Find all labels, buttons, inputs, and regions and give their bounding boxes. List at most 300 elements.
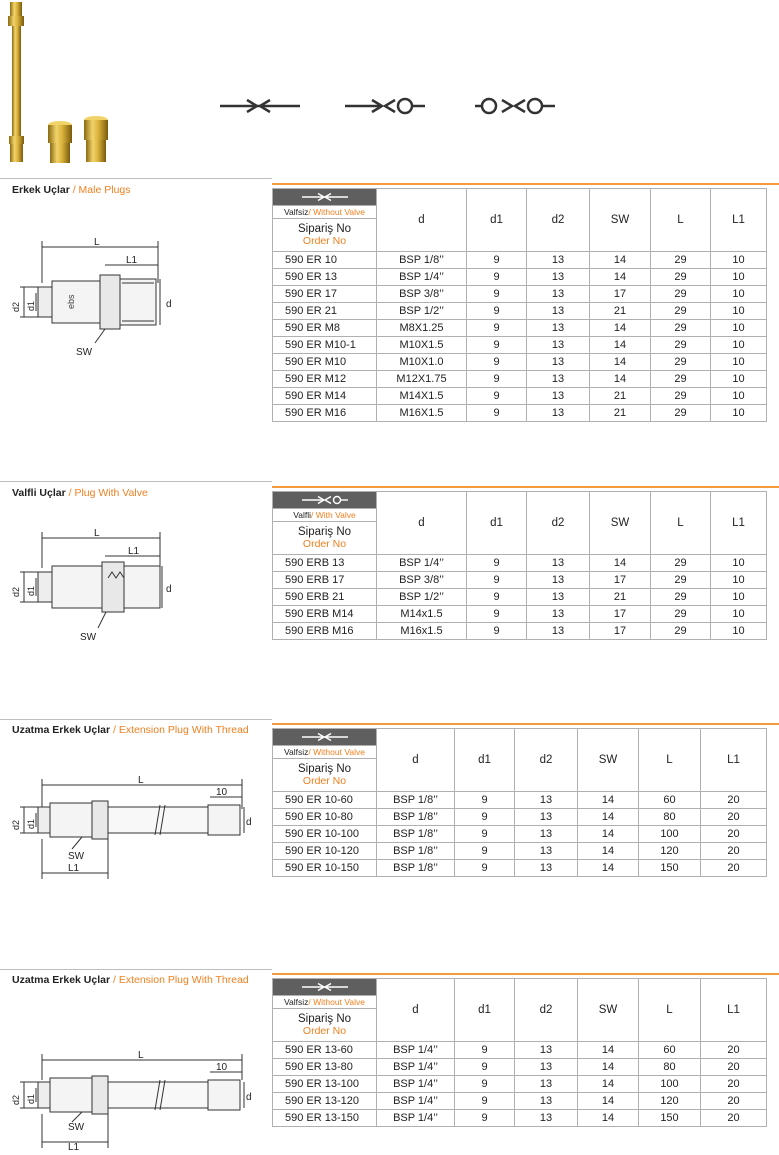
table-row: [273, 1042, 767, 1059]
header-valve-type: Valfli/ With Valve: [273, 509, 377, 522]
section-title-tr: Uzatma Erkek Uçlar: [12, 974, 111, 986]
order-code-cell: 590 ERB 21: [273, 589, 377, 606]
spec-cell: BSP 1/8’’: [377, 826, 455, 843]
spec-cell: 20: [701, 1042, 767, 1059]
spec-cell: 10: [711, 572, 767, 589]
header-d1: d1: [467, 189, 527, 252]
dim-L: L: [94, 528, 100, 539]
spec-cell: BSP 1/4’’: [377, 1076, 455, 1093]
spec-cell: 29: [651, 623, 711, 640]
header-sw: SW: [590, 492, 651, 555]
header-l1: L1: [701, 979, 767, 1042]
spec-cell: 9: [455, 860, 515, 877]
spec-cell: 9: [467, 269, 527, 286]
spec-cell: 9: [467, 589, 527, 606]
spec-cell: 29: [651, 589, 711, 606]
spec-cell: BSP 1/4’’: [377, 1093, 455, 1110]
header-d1: d1: [467, 492, 527, 555]
section-accent-line: [272, 973, 779, 975]
order-code-cell: 590 ER 10-100: [273, 826, 377, 843]
order-code-cell: 590 ERB M16: [273, 623, 377, 640]
dim-d: d: [246, 1092, 252, 1103]
spec-cell: 10: [711, 388, 767, 405]
table-row: [273, 371, 767, 388]
order-code-cell: 590 ER 13-100: [273, 1076, 377, 1093]
spec-cell: 10: [711, 337, 767, 354]
spec-cell: 29: [651, 606, 711, 623]
spec-cell: BSP 1/4’’: [377, 1059, 455, 1076]
order-code-cell: 590 ER M10-1: [273, 337, 377, 354]
valve-plug-drawing: [10, 528, 170, 648]
spec-cell: BSP 1/2’’: [377, 303, 467, 320]
spec-cell: BSP 1/4’’: [377, 1042, 455, 1059]
table-row: [273, 1059, 767, 1076]
short-plug-photo-2: [84, 116, 108, 162]
spec-cell: 100: [639, 826, 701, 843]
spec-cell: 10: [711, 269, 767, 286]
section-title-tr: Erkek Uçlar: [12, 184, 70, 196]
section-title: [12, 184, 131, 196]
spec-cell: 20: [701, 1093, 767, 1110]
header-order-no: Sipariş No Order No: [273, 759, 377, 792]
header-order-no: Sipariş No Order No: [273, 1009, 377, 1042]
spec-cell: 13: [527, 606, 590, 623]
spec-table-extension-plugs-13: [272, 978, 767, 1127]
spec-cell: BSP 3/8’’: [377, 572, 467, 589]
spec-cell: 13: [527, 320, 590, 337]
spec-cell: M8X1.25: [377, 320, 467, 337]
order-code-cell: 590 ER M10: [273, 354, 377, 371]
header-d: d: [377, 979, 455, 1042]
coupling-valve-plug-symbol: [345, 99, 425, 113]
order-code-cell: 590 ER 13-120: [273, 1093, 377, 1110]
dim-SW: SW: [68, 1122, 85, 1133]
spec-cell: M16x1.5: [377, 623, 467, 640]
order-code-cell: 590 ER 13-60: [273, 1042, 377, 1059]
section-title: [12, 974, 249, 986]
spec-cell: 9: [467, 405, 527, 422]
spec-cell: 13: [515, 792, 578, 809]
header-l: L: [651, 492, 711, 555]
table-row: [273, 809, 767, 826]
spec-cell: 13: [527, 371, 590, 388]
section-title-en: / Plug With Valve: [68, 487, 148, 499]
order-code-cell: 590 ER M12: [273, 371, 377, 388]
order-code-cell: 590 ERB 17: [273, 572, 377, 589]
spec-cell: 14: [590, 269, 651, 286]
spec-cell: 10: [711, 354, 767, 371]
spec-cell: 80: [639, 1059, 701, 1076]
spec-cell: 17: [590, 572, 651, 589]
header-d: d: [377, 189, 467, 252]
dim-SW: SW: [76, 347, 93, 358]
double-valve-coupling-symbol: [475, 99, 555, 113]
order-code-cell: 590 ER 10-120: [273, 843, 377, 860]
short-plug-photo-1: [48, 121, 72, 163]
section-accent-line: [272, 723, 779, 725]
spec-cell: 20: [701, 809, 767, 826]
spec-cell: 13: [527, 354, 590, 371]
section-title-en: / Extension Plug With Thread: [112, 974, 249, 986]
section-divider: [0, 178, 272, 179]
dim-L1: L1: [68, 863, 80, 874]
spec-cell: 9: [467, 320, 527, 337]
spec-cell: 60: [639, 1042, 701, 1059]
header-sw: SW: [578, 979, 639, 1042]
spec-cell: 10: [711, 303, 767, 320]
header-d1: d1: [455, 979, 515, 1042]
table-row: [273, 1110, 767, 1127]
spec-cell: 9: [467, 572, 527, 589]
spec-cell: 13: [515, 1076, 578, 1093]
extension-plug-drawing: [10, 1052, 250, 1152]
header-d2: d2: [515, 979, 578, 1042]
spec-cell: 9: [455, 809, 515, 826]
header-l1: L1: [711, 492, 767, 555]
spec-cell: 14: [590, 354, 651, 371]
spec-table-extension-plugs-10: [272, 728, 767, 877]
spec-cell: 20: [701, 843, 767, 860]
section-title-tr: Uzatma Erkek Uçlar: [12, 724, 111, 736]
header-coupling-symbol: [273, 189, 377, 206]
spec-cell: 13: [527, 572, 590, 589]
spec-cell: 9: [467, 337, 527, 354]
spec-cell: 29: [651, 388, 711, 405]
dim-L: L: [94, 237, 100, 248]
section-title-en: / Extension Plug With Thread: [112, 724, 249, 736]
coupling-plug-icon: [300, 982, 350, 992]
order-code-cell: 590 ER 13-80: [273, 1059, 377, 1076]
header-l: L: [639, 979, 701, 1042]
spec-cell: 9: [455, 792, 515, 809]
spec-cell: 14: [578, 826, 639, 843]
spec-cell: 9: [467, 371, 527, 388]
dim-d2: d2: [11, 819, 21, 830]
section-divider: [0, 719, 272, 720]
spec-cell: 10: [711, 286, 767, 303]
table-row: [273, 860, 767, 877]
spec-cell: 10: [711, 371, 767, 388]
spec-cell: 9: [467, 286, 527, 303]
spec-cell: 14: [578, 809, 639, 826]
spec-cell: 13: [515, 826, 578, 843]
header-d2: d2: [515, 729, 578, 792]
order-code-cell: 590 ER 10-80: [273, 809, 377, 826]
spec-cell: 13: [515, 1042, 578, 1059]
header-l1: L1: [701, 729, 767, 792]
header-coupling-symbol: [273, 979, 377, 996]
spec-cell: 10: [711, 589, 767, 606]
header-valve-type: Valfsiz/ Without Valve: [273, 206, 377, 219]
spec-cell: BSP 1/4’’: [377, 269, 467, 286]
spec-cell: 29: [651, 286, 711, 303]
spec-cell: 150: [639, 1110, 701, 1127]
spec-cell: 29: [651, 320, 711, 337]
header-l1: L1: [711, 189, 767, 252]
spec-cell: 120: [639, 843, 701, 860]
header-coupling-symbol: [273, 492, 377, 509]
header-d: d: [377, 729, 455, 792]
spec-cell: 14: [578, 1110, 639, 1127]
spec-cell: M12X1.75: [377, 371, 467, 388]
section-divider: [0, 969, 272, 970]
table-row: [273, 1076, 767, 1093]
dim-SW: SW: [68, 851, 85, 862]
dim-d1: d1: [26, 585, 36, 596]
spec-cell: 21: [590, 589, 651, 606]
order-code-cell: 590 ER 13: [273, 269, 377, 286]
dim-d1: d1: [26, 300, 36, 311]
spec-cell: 13: [515, 860, 578, 877]
order-code-cell: 590 ERB M14: [273, 606, 377, 623]
dim-d2: d2: [11, 586, 21, 597]
spec-cell: 13: [527, 269, 590, 286]
header-order-no: Sipariş No Order No: [273, 219, 377, 252]
order-code-cell: 590 ER 10: [273, 252, 377, 269]
section-title-tr: Valfli Uçlar: [12, 487, 66, 499]
table-row: [273, 606, 767, 623]
table-row: [273, 555, 767, 572]
order-code-cell: 590 ER M16: [273, 405, 377, 422]
header-valve-type: Valfsiz/ Without Valve: [273, 746, 377, 759]
spec-cell: 20: [701, 860, 767, 877]
spec-cell: 14: [590, 252, 651, 269]
order-code-cell: 590 ER M8: [273, 320, 377, 337]
header-d2: d2: [527, 189, 590, 252]
spec-cell: 9: [455, 1059, 515, 1076]
spec-cell: BSP 1/4’’: [377, 1110, 455, 1127]
spec-cell: 9: [467, 388, 527, 405]
brand-mark: ebs: [66, 294, 76, 309]
table-row: [273, 252, 767, 269]
header-l: L: [651, 189, 711, 252]
spec-cell: 9: [467, 354, 527, 371]
coupling-plug-symbol: [220, 100, 300, 112]
coupling-plug-icon: [300, 732, 350, 742]
spec-cell: 9: [467, 606, 527, 623]
long-extension-plug-photo: [8, 2, 24, 162]
table-row: [273, 269, 767, 286]
spec-cell: 150: [639, 860, 701, 877]
coupling-plug-icon: [300, 192, 350, 202]
section-title: [12, 487, 148, 499]
order-code-cell: 590 ER 21: [273, 303, 377, 320]
order-code-cell: 590 ER M14: [273, 388, 377, 405]
extension-plug-drawing: [10, 775, 250, 885]
table-row: [273, 286, 767, 303]
table-row: [273, 572, 767, 589]
spec-cell: M10X1.5: [377, 337, 467, 354]
spec-cell: 29: [651, 572, 711, 589]
spec-cell: 13: [527, 589, 590, 606]
spec-cell: 9: [455, 1042, 515, 1059]
header-valve-type: Valfsiz/ Without Valve: [273, 996, 377, 1009]
spec-table-valve-plugs: [272, 491, 767, 640]
spec-cell: 20: [701, 826, 767, 843]
spec-cell: 10: [711, 555, 767, 572]
spec-cell: 80: [639, 809, 701, 826]
spec-cell: 60: [639, 792, 701, 809]
spec-cell: 13: [515, 843, 578, 860]
spec-cell: BSP 1/8’’: [377, 843, 455, 860]
spec-cell: BSP 1/8’’: [377, 809, 455, 826]
dim-L1: L1: [68, 1142, 80, 1153]
spec-cell: 9: [467, 555, 527, 572]
header-d: d: [377, 492, 467, 555]
spec-cell: BSP 1/8’’: [377, 792, 455, 809]
table-row: [273, 792, 767, 809]
spec-table-male-plugs: [272, 188, 767, 422]
header-d2: d2: [527, 492, 590, 555]
spec-cell: 14: [578, 1059, 639, 1076]
order-code-cell: 590 ER 10-150: [273, 860, 377, 877]
spec-cell: 13: [515, 1093, 578, 1110]
spec-cell: 14: [590, 337, 651, 354]
spec-cell: 14: [578, 1093, 639, 1110]
dim-L: L: [138, 1050, 144, 1061]
spec-cell: 29: [651, 337, 711, 354]
spec-cell: 9: [467, 303, 527, 320]
header-coupling-symbol: [273, 729, 377, 746]
dim-d: d: [166, 299, 172, 310]
table-row: [273, 589, 767, 606]
spec-cell: 9: [467, 252, 527, 269]
table-row: [273, 320, 767, 337]
header-l: L: [639, 729, 701, 792]
spec-cell: 13: [515, 1059, 578, 1076]
section-accent-line: [272, 183, 779, 185]
spec-cell: 13: [527, 555, 590, 572]
spec-cell: 29: [651, 354, 711, 371]
spec-cell: 13: [527, 337, 590, 354]
section-divider: [0, 481, 272, 482]
table-row: [273, 1093, 767, 1110]
spec-cell: BSP 1/4’’: [377, 555, 467, 572]
spec-cell: 14: [578, 1042, 639, 1059]
section-title: [12, 724, 249, 736]
coupling-symbols: [215, 92, 565, 122]
spec-cell: M14x1.5: [377, 606, 467, 623]
dim-d: d: [166, 584, 172, 595]
spec-cell: 9: [455, 843, 515, 860]
spec-cell: 13: [527, 388, 590, 405]
spec-cell: M16X1.5: [377, 405, 467, 422]
spec-cell: 29: [651, 303, 711, 320]
spec-cell: BSP 1/8’’: [377, 860, 455, 877]
spec-cell: 14: [578, 843, 639, 860]
spec-cell: 14: [590, 371, 651, 388]
section-accent-line: [272, 486, 779, 488]
spec-cell: 100: [639, 1076, 701, 1093]
spec-cell: 21: [590, 388, 651, 405]
dim-L1: L1: [128, 546, 140, 557]
spec-cell: 9: [455, 1093, 515, 1110]
spec-cell: 14: [578, 1076, 639, 1093]
header-d1: d1: [455, 729, 515, 792]
spec-cell: 9: [455, 1110, 515, 1127]
dim-SW: SW: [80, 632, 97, 643]
dim-d1: d1: [26, 818, 36, 829]
table-row: [273, 623, 767, 640]
header-sw: SW: [578, 729, 639, 792]
spec-cell: M10X1.0: [377, 354, 467, 371]
table-row: [273, 354, 767, 371]
spec-cell: 10: [711, 405, 767, 422]
spec-cell: 29: [651, 252, 711, 269]
spec-cell: BSP 1/8’’: [377, 252, 467, 269]
spec-cell: 17: [590, 286, 651, 303]
dim-10: 10: [216, 1062, 228, 1073]
header-sw: SW: [590, 189, 651, 252]
spec-cell: M14X1.5: [377, 388, 467, 405]
dim-L: L: [138, 775, 144, 786]
spec-cell: 17: [590, 623, 651, 640]
dim-10: 10: [216, 787, 228, 798]
dim-d1: d1: [26, 1093, 36, 1104]
order-code-cell: 590 ER 13-150: [273, 1110, 377, 1127]
spec-cell: 17: [590, 606, 651, 623]
spec-cell: 14: [578, 792, 639, 809]
spec-cell: 13: [527, 303, 590, 320]
dim-d2: d2: [11, 301, 21, 312]
table-row: [273, 843, 767, 860]
spec-cell: 29: [651, 405, 711, 422]
spec-cell: 10: [711, 623, 767, 640]
spec-cell: 10: [711, 606, 767, 623]
male-plug-drawing: [10, 235, 170, 365]
spec-cell: 13: [527, 405, 590, 422]
table-row: [273, 405, 767, 422]
product-photos: [0, 0, 140, 175]
spec-cell: 9: [467, 623, 527, 640]
spec-cell: 20: [701, 1110, 767, 1127]
spec-cell: 29: [651, 371, 711, 388]
spec-cell: 13: [527, 286, 590, 303]
table-row: [273, 337, 767, 354]
spec-cell: 10: [711, 320, 767, 337]
table-row: [273, 303, 767, 320]
order-code-cell: 590 ER 10-60: [273, 792, 377, 809]
header-order-no: Sipariş No Order No: [273, 522, 377, 555]
spec-cell: 29: [651, 555, 711, 572]
spec-cell: 120: [639, 1093, 701, 1110]
dim-d2: d2: [11, 1094, 21, 1105]
section-title-en: / Male Plugs: [72, 184, 131, 196]
spec-cell: 21: [590, 303, 651, 320]
spec-cell: 13: [515, 1110, 578, 1127]
spec-cell: 14: [578, 860, 639, 877]
spec-cell: 14: [590, 320, 651, 337]
table-row: [273, 388, 767, 405]
spec-cell: 14: [590, 555, 651, 572]
order-code-cell: 590 ER 17: [273, 286, 377, 303]
table-row: [273, 826, 767, 843]
dim-d: d: [246, 817, 252, 828]
spec-cell: 21: [590, 405, 651, 422]
coupling-valve-icon: [300, 495, 350, 505]
spec-cell: 10: [711, 252, 767, 269]
spec-cell: 13: [527, 252, 590, 269]
spec-cell: 13: [515, 809, 578, 826]
spec-cell: BSP 1/2’’: [377, 589, 467, 606]
dim-L1: L1: [126, 255, 138, 266]
spec-cell: 20: [701, 1059, 767, 1076]
spec-cell: 9: [455, 1076, 515, 1093]
spec-cell: 20: [701, 792, 767, 809]
order-code-cell: 590 ERB 13: [273, 555, 377, 572]
spec-cell: BSP 3/8’’: [377, 286, 467, 303]
spec-cell: 20: [701, 1076, 767, 1093]
